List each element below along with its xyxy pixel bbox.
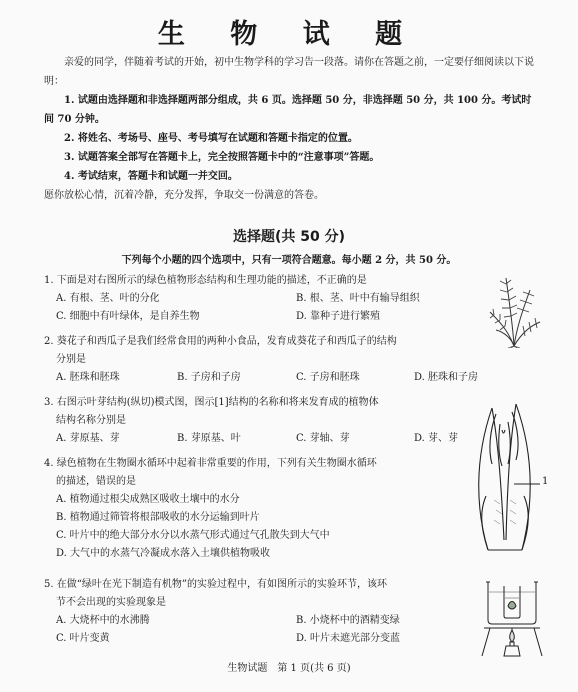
option-a: A. 芽原基、芽 [56, 433, 120, 444]
option-row [44, 308, 474, 326]
option-a: A. 植物通过根尖成熟区吸收土壤中的水分 [56, 494, 240, 505]
question-stem: 节不会出现的实验现象是 [56, 597, 166, 608]
option-d: D. 靠种子进行繁殖 [296, 311, 381, 322]
page-title: 生 物 试 题 [157, 19, 421, 50]
option-a: A. 大烧杯中的水沸腾 [56, 615, 150, 626]
question-2 [44, 333, 544, 387]
option-a: A. 胚珠和胚珠 [56, 372, 120, 383]
section-title: 选择题(共 50 分) [232, 229, 346, 245]
option-row [44, 290, 474, 308]
question-stem: 1. 下面是对右图所示的绿色植物形态结构和生理功能的描述，不正确的是 [44, 275, 367, 286]
section-directive: 下列每个小题的四个选项中，只有一项符合题意。每小题 2 分，共 50 分。 [121, 255, 457, 266]
option-row [44, 630, 474, 648]
page-footer: 生物试题 第 1 页(共 6 页) [227, 663, 351, 674]
option-c: C. 子房和胚珠 [296, 372, 360, 383]
intro-greeting: 亲爱的同学，伴随着考试的开始，初中生物学科的学习告一段落。请你在答题之前，一定要仔细阅读以下说明： [44, 57, 534, 87]
question-stem: 4. 绿色植物在生物圈水循环中起着非常重要的作用，下列有关生物圈水循环 [44, 458, 377, 469]
question-3 [44, 394, 464, 448]
option-b: B. 根、茎、叶中有输导组织 [296, 293, 420, 304]
question-5 [44, 576, 474, 648]
instruction-item: 4. 考试结束，答题卡和试题一并交回。 [64, 171, 238, 182]
option-row [44, 369, 544, 387]
question-stem: 的描述，错误的是 [56, 476, 136, 487]
option-b: B. 植物通过筛管将根部吸收的水分运输到叶片 [56, 512, 260, 523]
option-row [44, 612, 474, 630]
question-4 [44, 455, 464, 563]
option-d: D. 叶片未遮光部分变蓝 [296, 633, 401, 644]
option-d: D. 芽、芽 [414, 433, 459, 444]
intro-closing: 愿你放松心情，沉着冷静，充分发挥，争取交一份满意的答卷。 [44, 190, 324, 201]
option-b: B. 小烧杯中的酒精变绿 [296, 615, 400, 626]
instruction-item: 2. 将姓名、考场号、座号、考号填写在试题和答题卡指定的位置。 [64, 133, 358, 144]
option-c: C. 叶片变黄 [56, 633, 110, 644]
option-c: C. 叶片中的绝大部分水分以水蒸气形式通过气孔散失到大气中 [56, 530, 330, 541]
leaf-bud-diagram [466, 400, 548, 560]
option-b: B. 芽原基、叶 [177, 433, 241, 444]
option-d: D. 大气中的水蒸气冷凝成水落入土壤供植物吸收 [56, 548, 271, 559]
heating-apparatus [476, 576, 548, 658]
option-c: C. 芽轴、芽 [296, 433, 350, 444]
question-1 [44, 272, 474, 326]
question-stem: 2. 葵花子和西瓜子是我们经常食用的两种小食品，发育成葵花子和西瓜子的结构 [44, 336, 397, 347]
question-stem: 分别是 [56, 354, 86, 365]
option-row [44, 430, 464, 448]
instruction-item: 1. 试题由选择题和非选择题两部分组成，共 6 页。选择题 50 分，非选择题 50 分，共 100 分。考试时间 70 分钟。 [44, 95, 532, 125]
question-stem: 3. 右图示叶芽结构(纵切)模式图，图示[1]结构的名称和将来发育成的植物体 [44, 397, 379, 408]
option-c: C. 细胞中有叶绿体，是自养生物 [56, 311, 200, 322]
question-stem: 5. 在做“绿叶在光下制造有机物”的实验过程中，有如图所示的实验环节，该环 [44, 579, 387, 590]
option-a: A. 有根、茎、叶的分化 [56, 293, 160, 304]
instructions [44, 53, 538, 205]
option-b: B. 子房和子房 [177, 372, 241, 383]
instruction-item: 3. 试题答案全部写在答题卡上，完全按照答题卡中的“注意事项”答题。 [64, 152, 380, 163]
question-stem: 结构名称分别是 [56, 415, 126, 426]
figure-label: 1 [542, 476, 549, 487]
option-d: D. 胚珠和子房 [414, 372, 479, 383]
fern-plant-illustration [484, 272, 544, 348]
